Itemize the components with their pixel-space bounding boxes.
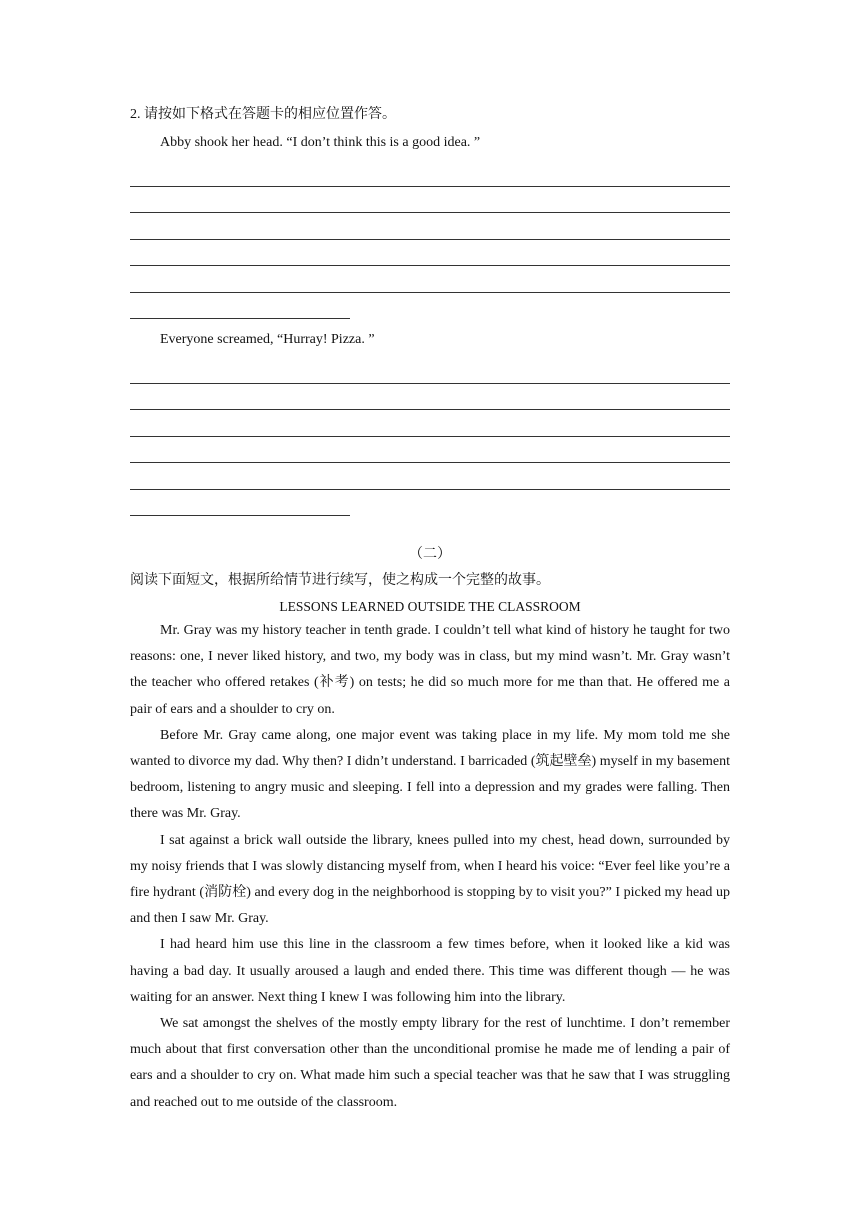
passage-paragraph-3: I sat against a brick wall outside the library, knees pulled into my chest, head down, surrounded by my noisy friends that I was slowly distancing myself from, when I heard his voice: “Ever feel like you’re a fire hydrant (消防栓) and every dog in the neighborhood is stopping by to visit you?” I picked my head up and then I saw Mr. Gray.	[130, 832, 730, 927]
answer-line-short[interactable]	[130, 490, 350, 517]
section-heading: （二）	[409, 547, 451, 562]
answer-line[interactable]	[130, 357, 730, 384]
answer-line[interactable]	[130, 463, 730, 490]
answer-line[interactable]	[130, 240, 730, 267]
document-content	[130, 104, 730, 1116]
section-instruction: 阅读下面短文，根据所给情节进行续写，使之构成一个完整的故事。	[130, 573, 550, 588]
story-starter-2: Everyone screamed, “Hurray! Pizza. ”	[160, 332, 375, 347]
answer-lines-2	[130, 357, 730, 516]
answer-line[interactable]	[130, 437, 730, 464]
passage-title: LESSONS LEARNED OUTSIDE THE CLASSROOM	[279, 599, 581, 614]
answer-line[interactable]	[130, 266, 730, 293]
question-number: 2. 请按如下格式在答题卡的相应位置作答。	[130, 107, 396, 122]
passage-paragraph-4: I had heard him use this line in the classroom a few times before, when it looked like a kid was having a bad day. It usually aroused a laugh and ended there. This time was different though — he was waiting for an answer. Next thing I knew I was following him into the library.	[130, 937, 730, 1005]
answer-line[interactable]	[130, 160, 730, 187]
passage-paragraph-5: We sat amongst the shelves of the mostly empty library for the rest of lunchtime. I don’t remember much about that first conversation other than the unconditional promise he made me of lending a pair of ears and a shoulder to cry on. What made him such a special teacher was that he saw that I was struggling and reached out to me outside of the classroom.	[130, 1016, 730, 1110]
passage-paragraph-2: Before Mr. Gray came along, one major event was taking place in my life. My mom told me she wanted to divorce my dad. Why then? I didn’t understand. I barricaded (筑起壁垒) myself in my basement bedroom, listening to angry music and sleeping. I fell into a depression and my grades were falling. Then there was Mr. Gray.	[130, 727, 730, 822]
answer-line[interactable]	[130, 213, 730, 240]
answer-lines-1	[130, 160, 730, 319]
answer-line[interactable]	[130, 384, 730, 411]
story-starter-1: Abby shook her head. “I don’t think this is a good idea. ”	[160, 135, 481, 150]
passage-paragraph-1: Mr. Gray was my history teacher in tenth grade. I couldn’t tell what kind of history he taught for two reasons: one, I never liked history, and two, my body was in class, but my mind wasn’t. Mr. Gray wasn’t the teacher who offered retakes (补考) on tests; he did so much more for me than that. He offered me a pair of ears and a shoulder to cry on.	[130, 623, 730, 717]
answer-line[interactable]	[130, 187, 730, 214]
answer-line-short[interactable]	[130, 293, 350, 320]
answer-line[interactable]	[130, 410, 730, 437]
